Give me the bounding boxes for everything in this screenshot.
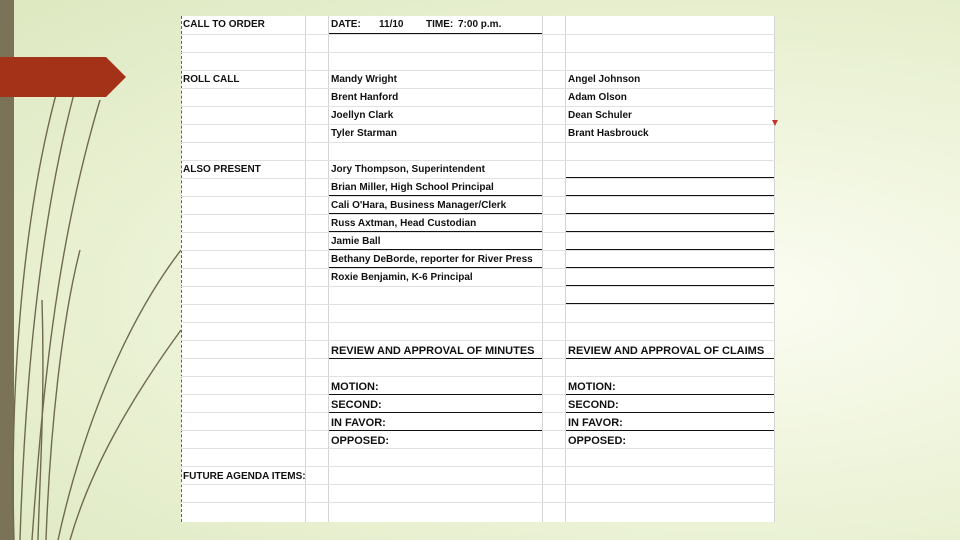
claims-header: REVIEW AND APPROVAL OF CLAIMS	[568, 345, 765, 357]
present-name: Brian Miller, High School Principal	[331, 182, 494, 193]
claims-motion-label: MOTION:	[568, 381, 616, 393]
spreadsheet	[181, 16, 775, 522]
future-agenda-label: FUTURE AGENDA ITEMS:	[183, 471, 306, 482]
roll-call-label: ROLL CALL	[183, 74, 240, 85]
present-name: Bethany DeBorde, reporter for River Press	[331, 254, 533, 265]
claims-favor-label: IN FAVOR:	[568, 417, 623, 429]
roll-call-name: Dean Schuler	[568, 110, 632, 121]
present-name: Jory Thompson, Superintendent	[331, 164, 485, 175]
date-label: DATE:	[331, 19, 361, 30]
present-name: Cali O'Hara, Business Manager/Clerk	[331, 200, 507, 211]
claims-second-label: SECOND:	[568, 399, 619, 411]
time-value: 7:00 p.m.	[458, 19, 502, 30]
also-present-label: ALSO PRESENT	[183, 164, 261, 175]
minutes-header: REVIEW AND APPROVAL OF MINUTES	[331, 345, 535, 357]
minutes-second-label: SECOND:	[331, 399, 382, 411]
present-name: Roxie Benjamin, K-6 Principal	[331, 272, 473, 283]
claims-opposed-label: OPPOSED:	[568, 435, 627, 447]
minutes-favor-label: IN FAVOR:	[331, 417, 386, 429]
date-value: 11/10	[379, 19, 404, 30]
roll-call-name: Adam Olson	[568, 92, 627, 103]
roll-call-name: Tyler Starman	[331, 128, 397, 139]
time-label: TIME:	[426, 19, 454, 30]
roll-call-name: Mandy Wright	[331, 74, 397, 85]
roll-call-name: Joellyn Clark	[331, 110, 394, 121]
roll-call-name: Angel Johnson	[568, 74, 641, 85]
minutes-opposed-label: OPPOSED:	[331, 435, 390, 447]
present-name: Russ Axtman, Head Custodian	[331, 218, 477, 229]
call-to-order-label: CALL TO ORDER	[183, 19, 265, 30]
red-marker	[772, 120, 778, 126]
roll-call-name: Brant Hasbrouck	[568, 128, 649, 139]
present-name: Jamie Ball	[331, 236, 381, 247]
minutes-motion-label: MOTION:	[331, 381, 379, 393]
roll-call-name: Brent Hanford	[331, 92, 399, 103]
accent-arrow-shape	[0, 57, 126, 97]
